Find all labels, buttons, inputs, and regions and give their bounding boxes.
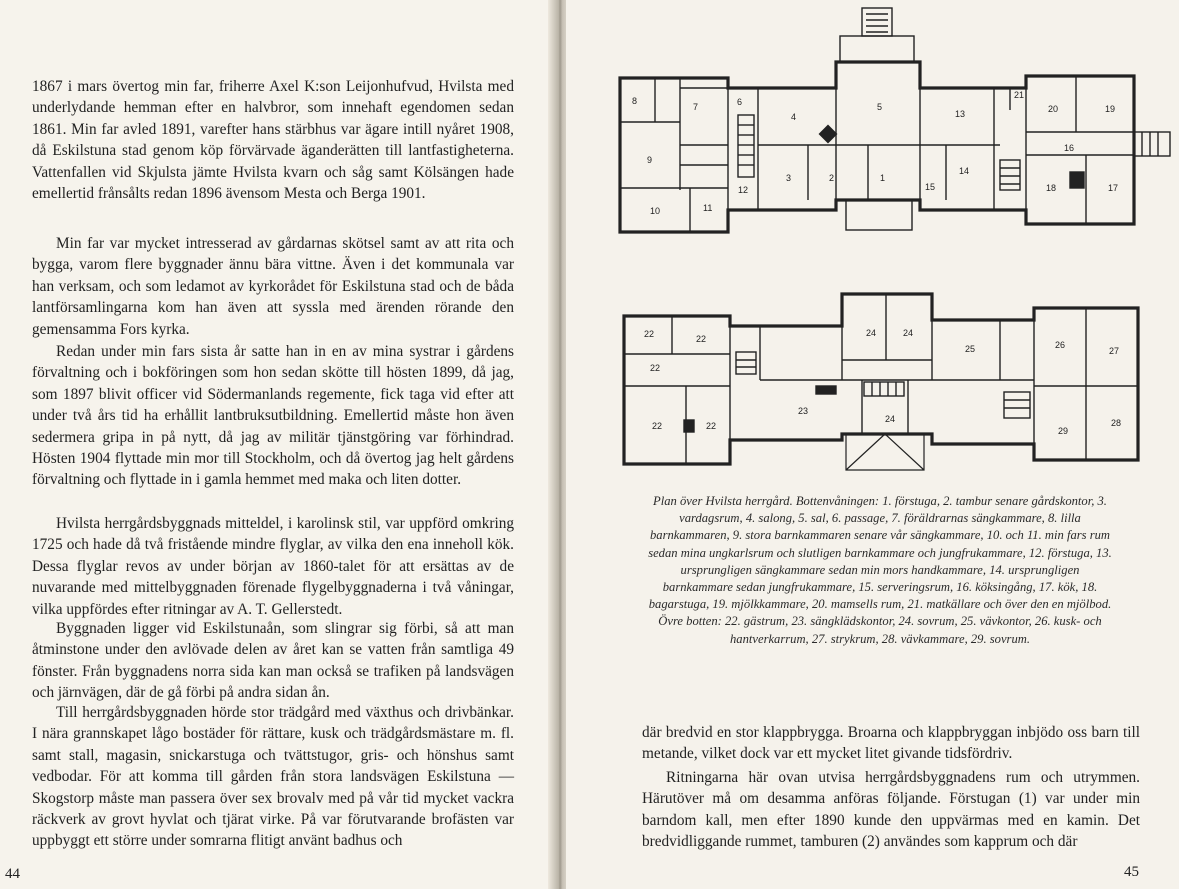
room-label: 29 [1058,426,1069,436]
room-label: 28 [1111,418,1122,428]
room-label: 27 [1109,346,1120,356]
room-label: 19 [1105,104,1116,114]
room-label: 2 [829,173,835,183]
room-label: 24 [866,328,877,338]
room-label: 8 [632,96,638,106]
paragraph: Byggnaden ligger vid Eskilstunaån, som slingrar sig förbi, så att man åtminstone under den avlövade delen av året kan se vatten från samtliga 49 fönster. Från byggnadens norra sida kan man också se trafiken på landsvägen och järnvägen, där de gå förbi på andra sidan ån. [32,620,514,702]
paragraph: 1867 i mars övertog min far, friherre Axel K:son Leijonhufvud, Hvilsta med underlydande hemman efter en halvbror, som innehaft egendomen sedan 1861. Min far avled 1891, varefter hans stärbhus var ägare intill nyåret 1908, då Eskilstuna stad genom köp förvärvade äganderätten till lantfastigheterna. Vattenfallen vid Skjulsta jämte Hvilsta kvarn och såg samt Kölsängen hade emellertid frånsålts redan 1896 ävensom Mesta och Berga 1901. [32,78,514,203]
room-label: 12 [738,185,749,195]
ground-floor-labels [632,90,1118,216]
room-label: 5 [877,102,883,112]
room-label: 25 [965,344,976,354]
room-label: 7 [693,102,699,112]
room-label: 1 [880,173,886,183]
room-label: 20 [1048,104,1059,114]
room-label: 15 [925,182,936,192]
room-label: 11 [703,203,713,213]
room-label: 18 [1046,183,1057,193]
room-label: 9 [647,155,653,165]
room-label: 14 [959,166,970,176]
page-number: 44 [5,866,20,882]
room-label: 17 [1108,183,1119,193]
room-label: 4 [791,112,797,122]
room-label: 21 [1014,90,1025,100]
floor-plan-caption: Plan över Hvilsta herrgård. Bottenvåningen: 1. förstuga, 2. tambur senare gårdskontor, 3. vardagsrum, 4. salong, 5. sal, 6. passage, 7. föräldrarnas sängkammare, 8. lilla barnkammaren, 9. stora barnkammaren senare vår sängkammare, 10. och 11. min fars rum sedan mina ungkarlsrum och slutligen barnkammare och jungfrukammare, 12. förstuga, 13. ursprungligen sängkammare sedan min mors handkammare, 14. ursprungligen barnkammare sedan jungfrukammare, 15. serveringsrum, 16. köksingång, 17. kök, 18. bagarstuga, 19. mjölkkammare, 20. mamsells rum, 21. matkällare och över den en mjölbod. Övre botten: 22. gästrum, 23. sängklädskontor, 24. sovrum, 25. vävkontor, 26. kusk- och hantverkarrum, 27. strykrum, 28. vävkammare, 29. sovrum. [648,494,1112,646]
room-label: 16 [1064,143,1075,153]
ground-floor-plan [620,8,1170,232]
page-number: 45 [1124,864,1139,880]
room-label: 24 [903,328,914,338]
room-label: 26 [1055,340,1066,350]
room-label: 22 [706,421,717,431]
paragraph: Min far var mycket intresserad av gårdarnas skötsel samt av att rita och bygga, varom flere byggnader ännu bära vittne. Även i det kommunala var han verksam, och som ledamot av kyrkorådet för Eskilstuna stad och de båda lantförsamlingarna kom han även att syssla med ärenden rörande den gemensamma Fors kyrka. [32,235,514,338]
room-label: 13 [955,109,966,119]
room-label: 22 [652,421,663,431]
room-label: 3 [786,173,792,183]
paragraph: Till herrgårdsbyggnaden hörde stor trädgård med växthus och drivbänkar. I nära grannskapet lågo bostäder för rättare, kusk och trädgårdsmästare m. fl. samt stall, magasin, snickarstuga och tvättstugor, gris- och hönshus samt vedbodar. För att komma till gården från stora landsvägen Eskilstuna —Skogstorp måste man passera över sex brovalv med på vår tid mycket vackra räckverk av grovt hyvlat och tjärat virke. På var förutvarande brofästen var uppbyggt ett större under somrarna flitigt använt badhus och [32,704,514,850]
room-label: 24 [885,414,896,424]
room-label: 23 [798,406,809,416]
room-label: 10 [650,206,661,216]
room-label: 22 [650,363,661,373]
upper-floor-plan [624,294,1138,470]
paragraph: där bredvid en stor klappbrygga. Broarna och klappbryggan inbjödo oss barn till metande, vilket dock var ett mycket litet givande tidsfördriv. [642,724,1140,763]
paragraph: Hvilsta herrgårdsbyggnads mitteldel, i karolinsk stil, var uppförd omkring 1725 och hade då två fristående mindre flyglar, av vilka den ena inneholl kök. Dessa flyglar revos av under början av 1860-talet för att ersättas av de nuvarande med mittelbyggnaden förenade flygelbyggnaderna i två våningar, vilka uppfördes efter ritningar av A. T. Gellerstedt. [32,515,514,618]
room-label: 22 [644,329,655,339]
room-label: 6 [737,97,743,107]
paragraph: Ritningarna här ovan utvisa herrgårdsbyggnadens rum och utrymmen. Härutöver må om desamma anföras följande. Förstugan (1) var under min barndom kall, men efter 1890 kunde den uppvärmas med en kamin. Det bredvidliggande rummet, tamburen (2) användes som kapprum och där [642,769,1140,851]
room-label: 22 [696,334,707,344]
paragraph: Redan under min fars sista år satte han in en av mina systrar i gårdens förvaltning och i bokföringen som hon sedan skötte till hösten 1899, då jag, som 1897 blivit officer vid Södermanlands regemente, fick taga vid efter att under två års tid ha erhållit lantbruksutbildning. Emellertid måste hon även sedermera gripa in på nytt, då jag av militär tjänstgöring var förhindrad. Hösten 1904 flyttade min mor till Stockholm, och då övertog jag helt gårdens förvaltning och flyttade in i gamla hemmet med maka och liten dotter. [32,343,514,489]
